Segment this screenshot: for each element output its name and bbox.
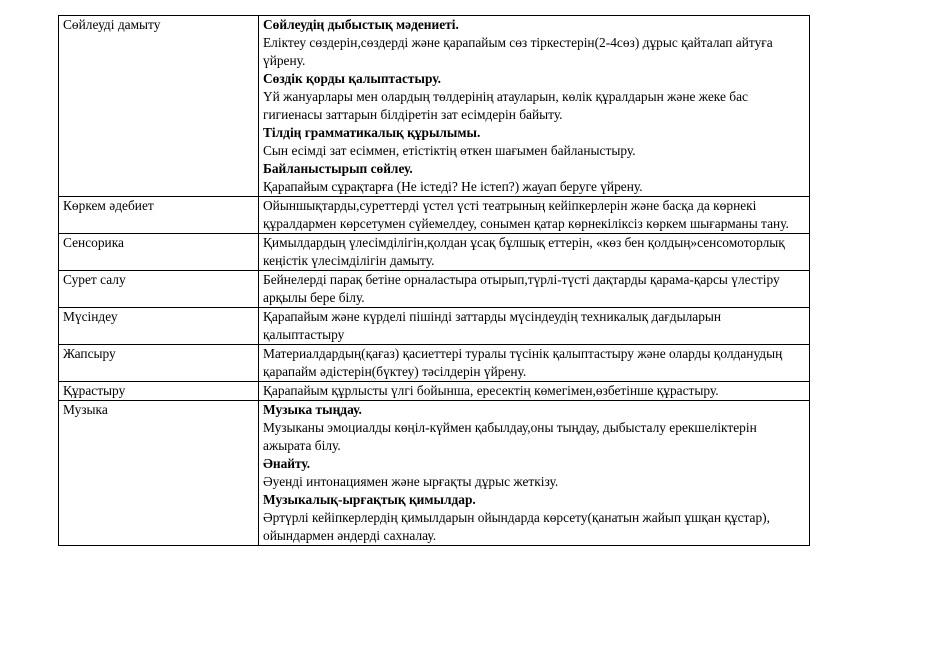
content-cell bbox=[259, 271, 810, 308]
section-heading: Музыка тыңдау. bbox=[263, 402, 362, 417]
section-heading: Әнайту. bbox=[263, 456, 311, 471]
section-text: Қарапайым сұрақтарға (Не істеді? Не істеп?) жауап беруге үйрену. bbox=[263, 179, 643, 194]
table-row bbox=[59, 382, 810, 401]
content-cell bbox=[259, 382, 810, 401]
subject-cell: Сурет салу bbox=[59, 271, 259, 308]
content-cell bbox=[259, 234, 810, 271]
section-heading: Байланыстырып сөйлеу. bbox=[263, 161, 413, 176]
section-text: Бейнелерді парақ бетіне орналастыра отырып,түрлі-түсті дақтарды қарама-қарсы үлестіру арқылы бере білу. bbox=[263, 272, 780, 305]
subject-cell: Көркем әдебиет bbox=[59, 197, 259, 234]
section-text: Қарапайым және күрделі пішінді заттарды мүсіндеудің техникалық дағдыларын қалыптастыру bbox=[263, 309, 722, 342]
table-row bbox=[59, 271, 810, 308]
section-heading: Сөздік қорды қалыптастыру. bbox=[263, 71, 441, 86]
section-text: Қарапайым құрлысты үлгі бойынша, ересектің көмегімен,өзбетінше құрастыру. bbox=[263, 383, 719, 398]
table-body bbox=[59, 16, 810, 546]
section-heading: Сөйлеудің дыбыстық мәдениеті. bbox=[263, 17, 459, 32]
subject-cell: Мүсіндеу bbox=[59, 308, 259, 345]
table-row bbox=[59, 16, 810, 197]
content-cell bbox=[259, 197, 810, 234]
subject-cell: Құрастыру bbox=[59, 382, 259, 401]
subject-cell: Сенсорика bbox=[59, 234, 259, 271]
section-text: Сын есімді зат есіммен, етістіктің өткен шағымен байланыстыру. bbox=[263, 143, 636, 158]
section-text: Әуенді интонациямен және ырғақты дұрыс жеткізу. bbox=[263, 474, 559, 489]
table-row bbox=[59, 234, 810, 271]
section-heading: Музыкалық-ырғақтық қимылдар. bbox=[263, 492, 476, 507]
section-heading: Тілдің грамматикалық құрылымы. bbox=[263, 125, 481, 140]
subject-cell: Сөйлеуді дамыту bbox=[59, 16, 259, 197]
section-text: Ойыншықтарды,суреттерді үстел үсті театрының кейіпкерлерін және басқа да көрнекі құралдармен көрсетумен сүйемелдеу, сонымен қатар көрнекіліксіз көркем шығарманы тану. bbox=[263, 198, 789, 231]
subject-cell: Жапсыру bbox=[59, 345, 259, 382]
table-row bbox=[59, 345, 810, 382]
section-text: Үй жануарлары мен олардың төлдерінің атауларын, көлік құралдарын және жеке бас гигиенасы заттарын білдіретін зат есімдерін байыту. bbox=[263, 89, 748, 122]
table-row bbox=[59, 401, 810, 546]
content-cell bbox=[259, 345, 810, 382]
section-text: Материалдардың(қағаз) қасиеттері туралы түсінік қалыптастыру және оларды қолданудың қарапайм әдістерін(бүктеу) тәсілдерін үйрену. bbox=[263, 346, 783, 379]
subject-cell: Музыка bbox=[59, 401, 259, 546]
content-cell bbox=[259, 401, 810, 546]
table-row bbox=[59, 197, 810, 234]
section-text: Еліктеу сөздерін,сөздерді және қарапайым сөз тіркестерін(2-4сөз) дұрыс қайталап айтуға үйрену. bbox=[263, 35, 773, 68]
section-text: Қимылдардың үлесімділігін,қолдан ұсақ бұлшық еттерін, «көз бен қолдың»сенсомоторлық кеңістік үлесімділігін дамыту. bbox=[263, 235, 785, 268]
table-row bbox=[59, 308, 810, 345]
content-cell bbox=[259, 308, 810, 345]
section-text: Әртүрлі кейіпкерлердің қимылдарын ойындарда көрсету(қанатын жайып ұшқан құстар), ойындармен әндерді сахналау. bbox=[263, 510, 770, 543]
section-text: Музыканы эмоциалды көңіл-күймен қабылдау,оны тыңдау, дыбысталу ерекшеліктерін ажырата білу. bbox=[263, 420, 757, 453]
content-cell bbox=[259, 16, 810, 197]
curriculum-table bbox=[58, 15, 810, 546]
